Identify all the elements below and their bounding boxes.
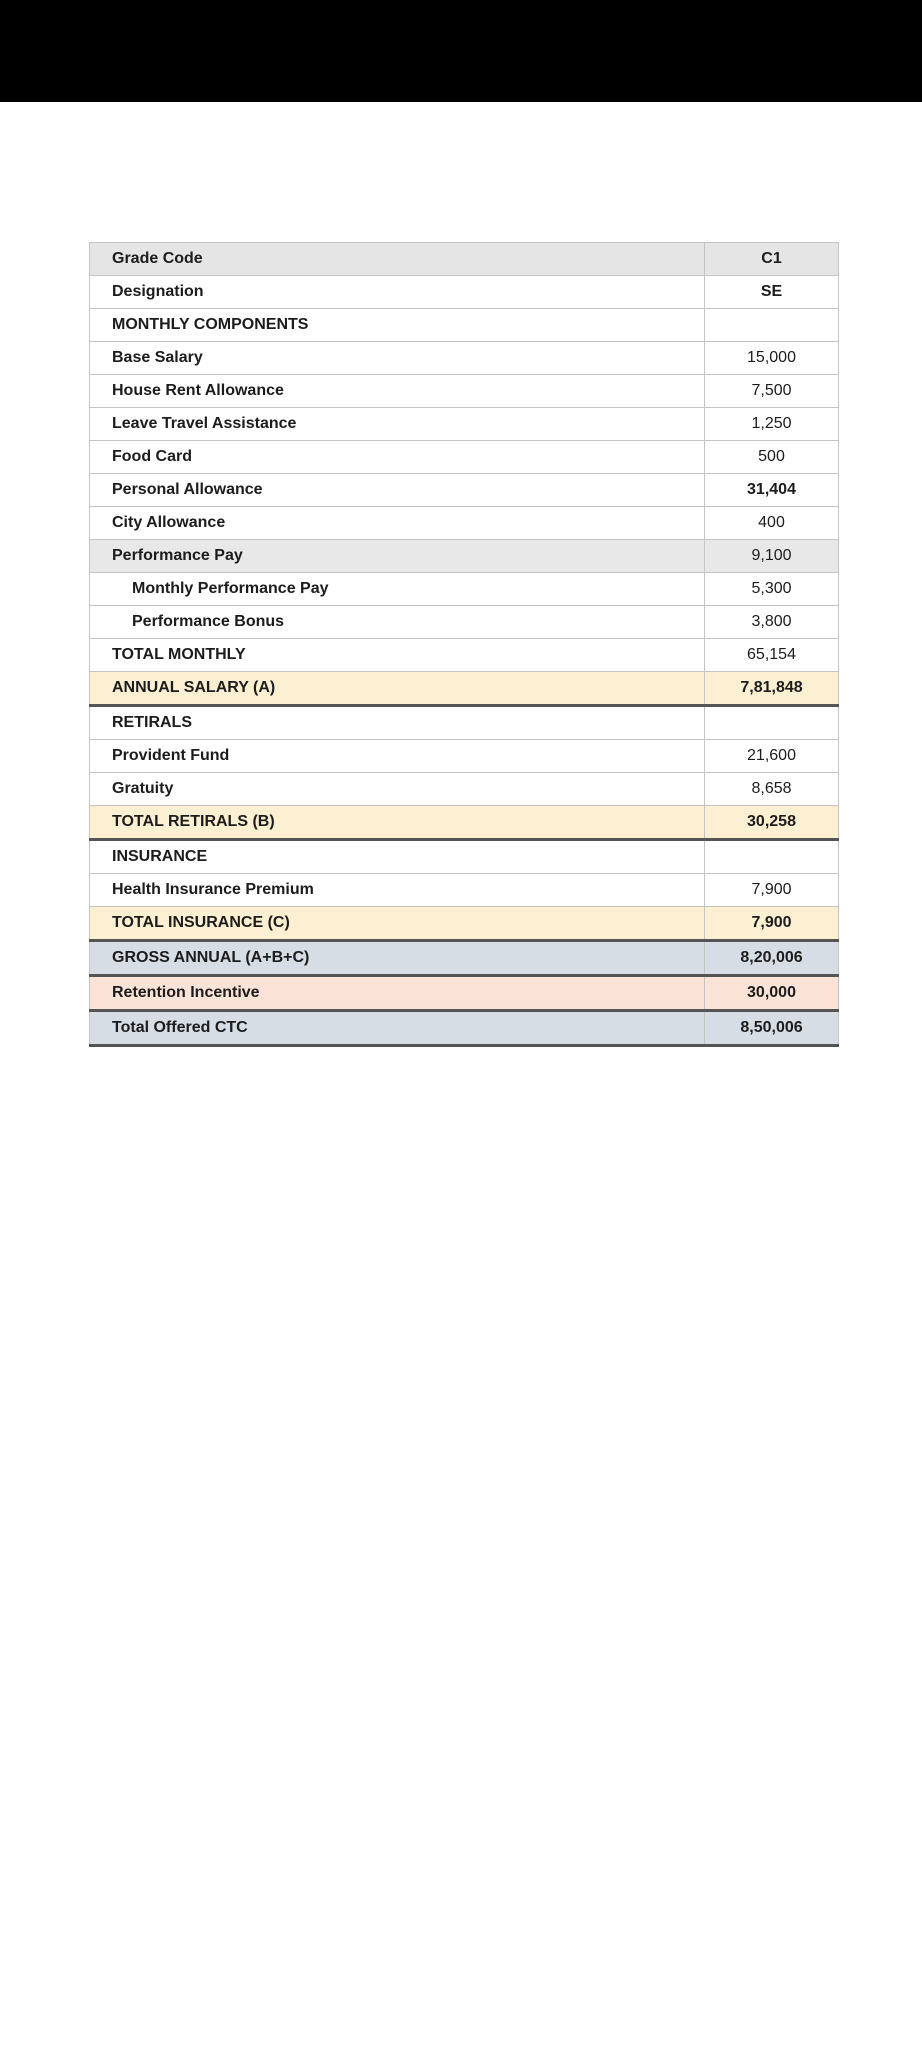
row-label: Grade Code	[90, 243, 705, 276]
row-personal-allowance	[90, 474, 839, 507]
row-value: 400	[705, 507, 839, 540]
row-monthly-components-heading	[90, 309, 839, 342]
row-value: 9,100	[705, 540, 839, 573]
row-value: 500	[705, 441, 839, 474]
row-value: 8,20,006	[705, 941, 839, 976]
row-value	[705, 706, 839, 740]
row-label: Total Offered CTC	[90, 1011, 705, 1046]
row-label: House Rent Allowance	[90, 375, 705, 408]
row-city-allowance	[90, 507, 839, 540]
row-value	[705, 840, 839, 874]
row-label: ANNUAL SALARY (A)	[90, 672, 705, 706]
row-value	[705, 309, 839, 342]
row-value: 30,258	[705, 806, 839, 840]
row-value: 1,250	[705, 408, 839, 441]
row-label: TOTAL RETIRALS (B)	[90, 806, 705, 840]
row-value: 21,600	[705, 740, 839, 773]
status-bar	[0, 0, 922, 102]
row-annual-salary	[90, 672, 839, 706]
row-total-offered-ctc	[90, 1011, 839, 1046]
row-total-insurance	[90, 907, 839, 941]
row-retention-incentive	[90, 976, 839, 1011]
row-leave-travel-assistance	[90, 408, 839, 441]
row-label: TOTAL MONTHLY	[90, 639, 705, 672]
row-value: 8,50,006	[705, 1011, 839, 1046]
row-base-salary	[90, 342, 839, 375]
row-label: Performance Pay	[90, 540, 705, 573]
row-grade-code	[90, 243, 839, 276]
row-total-monthly	[90, 639, 839, 672]
row-value: 7,500	[705, 375, 839, 408]
row-label: Retention Incentive	[90, 976, 705, 1011]
row-label: City Allowance	[90, 507, 705, 540]
row-label: GROSS ANNUAL (A+B+C)	[90, 941, 705, 976]
row-label: Performance Bonus	[90, 606, 705, 639]
row-designation	[90, 276, 839, 309]
row-value: 8,658	[705, 773, 839, 806]
row-house-rent-allowance	[90, 375, 839, 408]
row-value: SE	[705, 276, 839, 309]
row-value: 7,81,848	[705, 672, 839, 706]
row-label: Leave Travel Assistance	[90, 408, 705, 441]
row-performance-bonus	[90, 606, 839, 639]
row-insurance-heading	[90, 840, 839, 874]
row-provident-fund	[90, 740, 839, 773]
section-heading: INSURANCE	[90, 840, 705, 874]
row-label: Monthly Performance Pay	[90, 573, 705, 606]
row-label: Personal Allowance	[90, 474, 705, 507]
row-label: Base Salary	[90, 342, 705, 375]
row-gross-annual	[90, 941, 839, 976]
row-total-retirals	[90, 806, 839, 840]
row-label: TOTAL INSURANCE (C)	[90, 907, 705, 941]
row-food-card	[90, 441, 839, 474]
section-heading: MONTHLY COMPONENTS	[90, 309, 705, 342]
row-retirals-heading	[90, 706, 839, 740]
row-label: Provident Fund	[90, 740, 705, 773]
row-value: 3,800	[705, 606, 839, 639]
row-value: 30,000	[705, 976, 839, 1011]
row-value: 5,300	[705, 573, 839, 606]
row-performance-pay	[90, 540, 839, 573]
row-label: Designation	[90, 276, 705, 309]
row-value: 15,000	[705, 342, 839, 375]
row-value: 31,404	[705, 474, 839, 507]
ctc-breakup-table	[89, 242, 839, 1047]
row-health-insurance-premium	[90, 874, 839, 907]
row-value: 7,900	[705, 907, 839, 941]
row-monthly-performance-pay	[90, 573, 839, 606]
row-gratuity	[90, 773, 839, 806]
row-value: 65,154	[705, 639, 839, 672]
row-label: Food Card	[90, 441, 705, 474]
row-label: Health Insurance Premium	[90, 874, 705, 907]
row-value: 7,900	[705, 874, 839, 907]
row-value: C1	[705, 243, 839, 276]
section-heading: RETIRALS	[90, 706, 705, 740]
row-label: Gratuity	[90, 773, 705, 806]
